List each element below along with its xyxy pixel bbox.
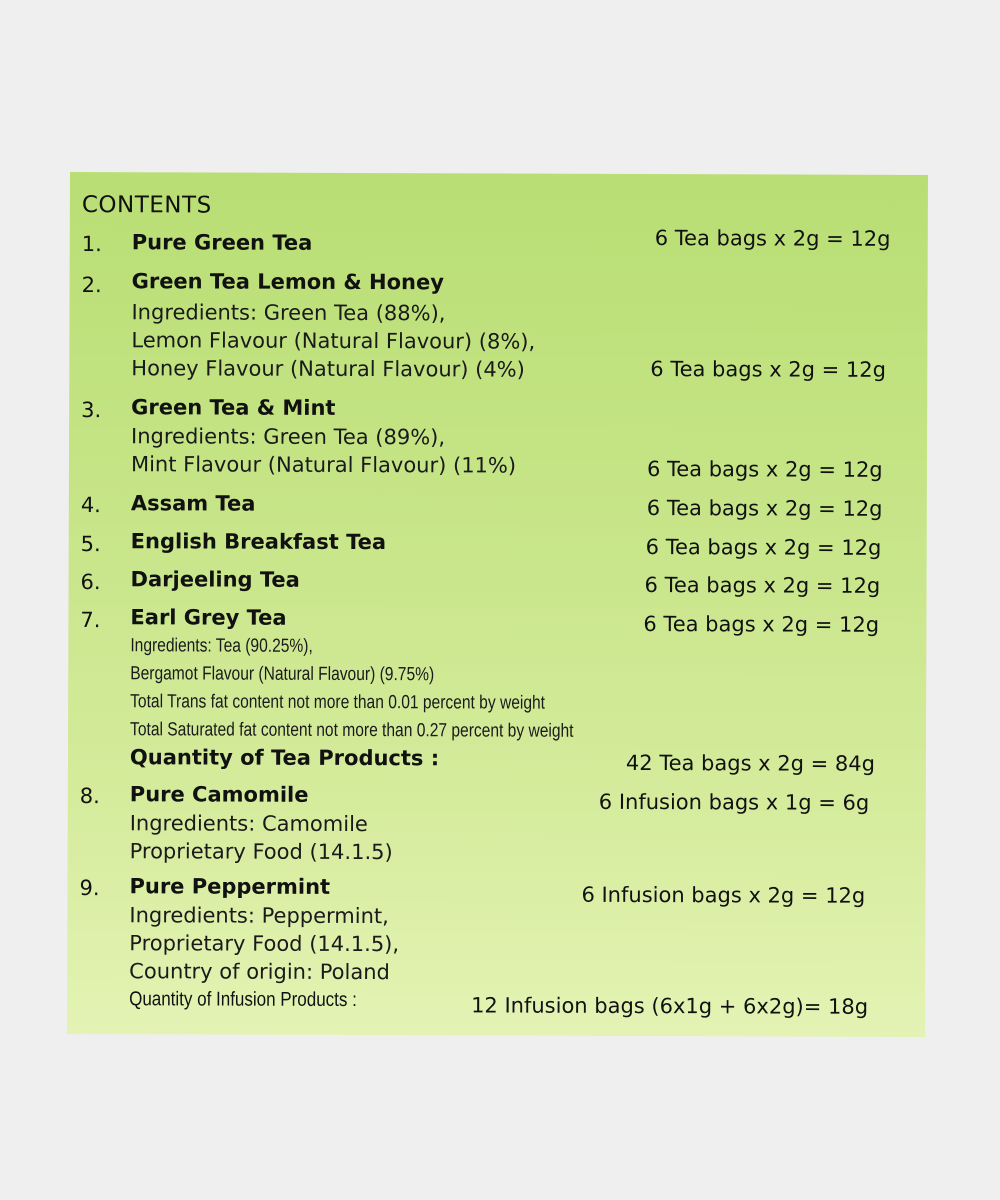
item-name: Pure Camomile — [129, 782, 309, 807]
item-name: Assam Tea — [130, 491, 256, 516]
item-name: English Breakfast Tea — [130, 529, 387, 555]
item-number: 4. — [80, 493, 101, 518]
item-ingredient-line: Total Saturated fat content not more than 0.27 percent by weight — [130, 719, 574, 742]
item-ingredient-line: Ingredients: Green Tea (89%), — [131, 424, 446, 450]
tea-products-total-value: 42 Tea bags x 2g = 84g — [625, 750, 876, 776]
item-ingredient-line: Lemon Flavour (Natural Flavour) (8%), — [131, 328, 536, 354]
infusion-products-total-label: Quantity of Infusion Products : — [129, 988, 357, 1012]
item-quantity: 6 Tea bags x 2g = 12g — [643, 612, 880, 637]
item-name: Green Tea Lemon & Honey — [131, 269, 444, 295]
item-ingredient-line: Ingredients: Peppermint, — [129, 903, 389, 929]
item-number: 6. — [80, 570, 101, 595]
item-number: 8. — [79, 784, 100, 809]
item-quantity: 6 Tea bags x 2g = 12g — [646, 457, 883, 482]
item-quantity: 6 Tea bags x 2g = 12g — [654, 226, 891, 251]
item-quantity: 6 Tea bags x 2g = 12g — [650, 357, 887, 382]
item-ingredient-line: Bergamot Flavour (Natural Flavour) (9.75%) — [130, 663, 435, 686]
item-number: 9. — [79, 876, 100, 901]
item-number: 5. — [80, 532, 101, 557]
item-name: Darjeeling Tea — [130, 567, 300, 592]
item-ingredient-line: Ingredients: Green Tea (88%), — [131, 300, 446, 326]
item-name: Pure Green Tea — [131, 230, 313, 255]
item-ingredient-line: Proprietary Food (14.1.5), — [129, 931, 400, 957]
item-name: Green Tea & Mint — [131, 395, 336, 420]
item-ingredient-line: Ingredients: Tea (90.25%), — [130, 635, 313, 657]
item-ingredient-line: Total Trans fat content not more than 0.01 percent by weight — [130, 691, 546, 714]
item-ingredient-line: Ingredients: Camomile — [129, 811, 368, 837]
item-number: 2. — [81, 273, 102, 298]
item-quantity: 6 Tea bags x 2g = 12g — [646, 496, 883, 521]
item-quantity: 6 Tea bags x 2g = 12g — [644, 573, 881, 598]
item-number: 7. — [80, 608, 101, 633]
contents-panel — [67, 172, 928, 1037]
item-name: Earl Grey Tea — [130, 605, 287, 630]
item-quantity: 6 Infusion bags x 2g = 12g — [581, 882, 866, 908]
item-name: Pure Peppermint — [129, 874, 331, 899]
item-ingredient-line: Honey Flavour (Natural Flavour) (4%) — [131, 356, 525, 382]
infusion-products-total-value: 12 Infusion bags (6x1g + 6x2g)= 18g — [471, 993, 869, 1019]
item-quantity: 6 Tea bags x 2g = 12g — [645, 535, 882, 560]
item-ingredient-line: Proprietary Food (14.1.5) — [129, 839, 393, 865]
item-quantity: 6 Infusion bags x 1g = 6g — [598, 789, 870, 815]
tea-products-total-label: Quantity of Tea Products : — [129, 745, 440, 771]
item-number: 1. — [81, 232, 102, 257]
item-ingredient-line: Country of origin: Poland — [129, 959, 390, 985]
item-ingredient-line: Mint Flavour (Natural Flavour) (11%) — [130, 452, 517, 478]
contents-title: CONTENTS — [81, 192, 212, 219]
item-number: 3. — [81, 398, 102, 423]
